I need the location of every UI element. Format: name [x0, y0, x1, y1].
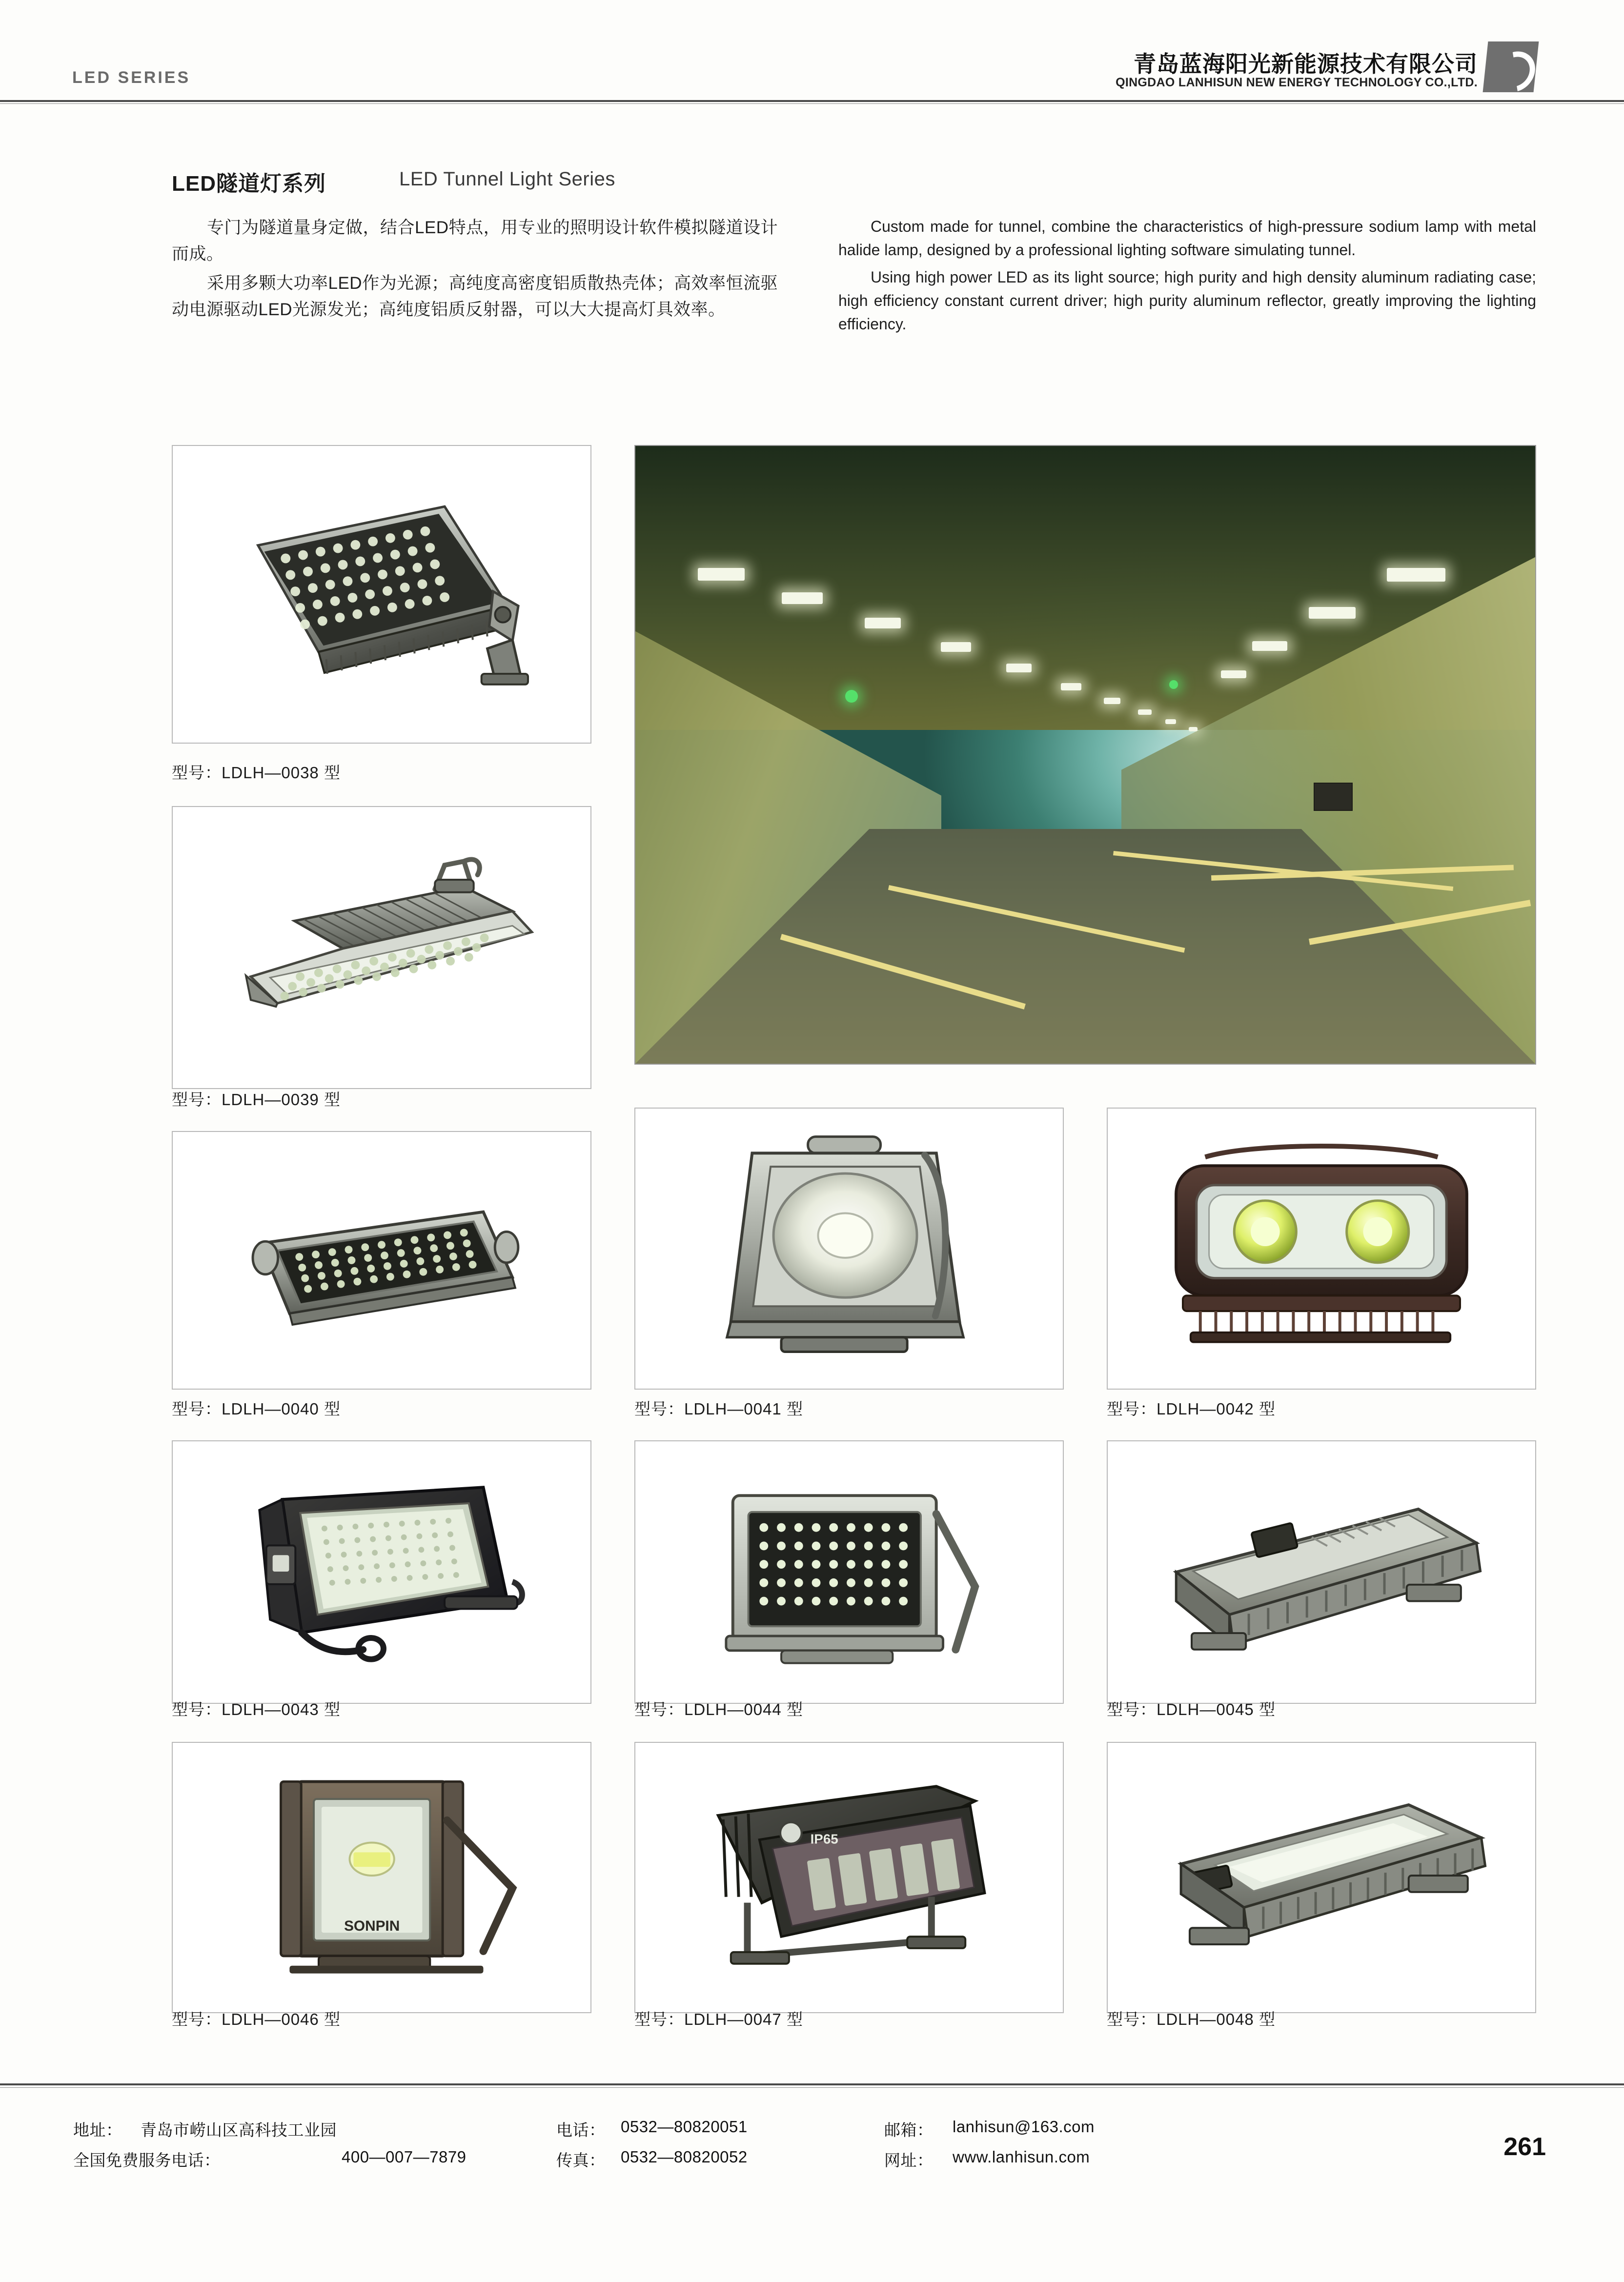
- product-image-0046: [172, 1742, 591, 2013]
- footer-divider: [0, 2083, 1624, 2085]
- footer-tel-value: 0532—80820051: [621, 2118, 748, 2136]
- product-image-0039: [172, 806, 591, 1089]
- signal-light-green: [845, 690, 858, 703]
- product-image-0047: [634, 1742, 1064, 2013]
- footer-tel-label: 电话：: [556, 2121, 606, 2139]
- intro-english: [838, 215, 1536, 336]
- tunnel-interior-photo: [634, 445, 1536, 1065]
- footer-divider-thin: [0, 2087, 1624, 2088]
- lamp-ip-rating-text: IP65: [810, 1831, 838, 1847]
- footer-hotline-label: 全国免费服务电话：: [73, 2151, 221, 2169]
- signal-light-green: [1169, 680, 1178, 689]
- ceiling-light: [1104, 698, 1120, 704]
- ceiling-light: [1006, 664, 1032, 672]
- page-number: 261: [1503, 2133, 1546, 2161]
- company-name-en: QINGDAO LANHISUN NEW ENERGY TECHNOLOGY CO.,LTD.: [1116, 76, 1478, 89]
- lamp-illustration: [173, 1743, 590, 2012]
- footer-hotline-value: 400—007—7879: [342, 2148, 467, 2166]
- product-image-0045: [1107, 1440, 1536, 1704]
- product-image-0038: [172, 445, 591, 744]
- product-image-0042: [1107, 1108, 1536, 1390]
- ceiling-light: [865, 618, 901, 628]
- caption-0043: 型号：LDLH—0043 型: [172, 1700, 341, 1718]
- company-name-cn: 青岛蓝海阳光新能源技术有限公司: [1134, 51, 1478, 77]
- ceiling-light: [1309, 607, 1356, 619]
- page-title-en: LED Tunnel Light Series: [399, 168, 615, 190]
- lamp-illustration: [635, 1441, 1063, 1703]
- intro-en-paragraph-2: Using high power LED as its light source; high purity and high density aluminum radiating case; high efficiency constant current driver; high purity aluminum reflector, greatly improving the lighting efficiency.: [838, 268, 1536, 333]
- footer-fax-value: 0532—80820052: [621, 2148, 748, 2166]
- caption-0039: 型号：LDLH—0039 型: [172, 1091, 341, 1109]
- series-label: LED SERIES: [72, 68, 191, 87]
- footer-website-value[interactable]: www.lanhisun.com: [953, 2148, 1090, 2166]
- intro-chinese: [172, 215, 792, 323]
- footer-email-label: 邮箱：: [884, 2121, 934, 2139]
- product-image-0043: [172, 1440, 591, 1704]
- caption-0038: 型号：LDLH—0038 型: [172, 764, 341, 782]
- lamp-illustration: [173, 1132, 590, 1389]
- caption-0047: 型号：LDLH—0047 型: [634, 2010, 803, 2028]
- caption-0040: 型号：LDLH—0040 型: [172, 1400, 341, 1418]
- ceiling-light: [1387, 568, 1445, 582]
- lamp-illustration: [1108, 1743, 1535, 2012]
- lamp-illustration: [635, 1109, 1063, 1389]
- caption-0041: 型号：LDLH—0041 型: [634, 1400, 803, 1418]
- footer-address-value: 青岛市崂山区高科技工业园: [141, 2121, 337, 2139]
- ceiling-light: [941, 642, 971, 652]
- footer-address-label: 地址：: [73, 2121, 122, 2139]
- lamp-illustration: [173, 446, 590, 743]
- caption-0042: 型号：LDLH—0042 型: [1107, 1400, 1276, 1418]
- product-image-0041: [634, 1108, 1064, 1390]
- caption-0046: 型号：LDLH—0046 型: [172, 2010, 341, 2028]
- lamp-illustration: [173, 1441, 590, 1703]
- product-image-0040: [172, 1131, 591, 1390]
- page-header: [0, 0, 1624, 105]
- header-divider-thin: [0, 103, 1624, 104]
- caption-0048: 型号：LDLH—0048 型: [1107, 2010, 1276, 2028]
- header-divider: [0, 100, 1624, 102]
- intro-en-paragraph-1: Custom made for tunnel, combine the characteristics of high-pressure sodium lamp with metal halide lamp, designed by a professional lighting software simulating tunnel.: [838, 218, 1536, 259]
- ceiling-light: [1061, 683, 1081, 690]
- footer-website-label: 网址：: [884, 2151, 934, 2169]
- ceiling-light: [782, 592, 823, 604]
- lamp-illustration: [635, 1743, 1063, 2012]
- ceiling-light: [1221, 670, 1246, 678]
- ceiling-light: [698, 568, 745, 581]
- lamp-illustration: [173, 807, 590, 1088]
- ceiling-light: [1165, 719, 1176, 724]
- product-image-0044: [634, 1440, 1064, 1704]
- lamp-illustration: [1108, 1441, 1535, 1703]
- caption-0044: 型号：LDLH—0044 型: [634, 1700, 803, 1718]
- ceiling-light: [1138, 709, 1152, 715]
- intro-cn-paragraph-1: 专门为隧道量身定做，结合LED特点，用专业的照明设计软件模拟隧道设计而成。: [172, 218, 778, 263]
- ceiling-light: [1252, 641, 1287, 651]
- product-image-0048: [1107, 1742, 1536, 2013]
- footer-email-value[interactable]: lanhisun@163.com: [953, 2118, 1095, 2136]
- caption-0045: 型号：LDLH—0045 型: [1107, 1700, 1276, 1718]
- lamp-illustration: [1108, 1109, 1535, 1389]
- lamp-brand-text: SONPIN: [344, 1918, 400, 1935]
- ceiling-light: [1189, 727, 1198, 731]
- intro-cn-paragraph-2: 采用多颗大功率LED作为光源；高纯度高密度铝质散热壳体；高效率恒流驱动电源驱动LED光源发光；高纯度铝质反射器，可以大大提高灯具效率。: [172, 274, 778, 319]
- wall-recess-box: [1314, 783, 1353, 811]
- footer-fax-label: 传真：: [556, 2151, 606, 2169]
- page-title-cn: LED隧道灯系列: [172, 172, 326, 196]
- company-logo-icon: [1483, 41, 1539, 92]
